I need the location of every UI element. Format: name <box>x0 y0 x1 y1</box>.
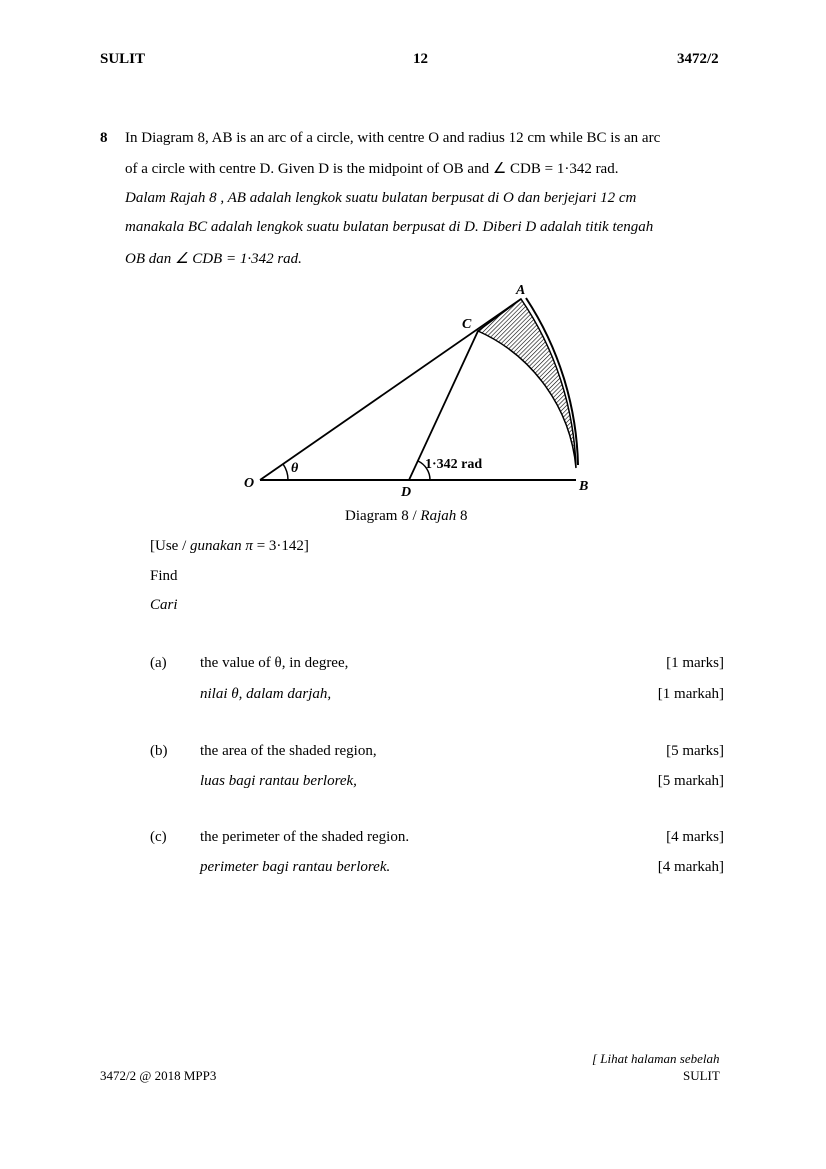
part-label: (c) <box>150 829 167 845</box>
find-ms: Cari <box>150 597 178 613</box>
header-sulit: SULIT <box>100 51 146 67</box>
label-b: B <box>579 479 589 494</box>
label-o: O <box>244 476 255 491</box>
use-suffix: = 3·142] <box>252 538 309 554</box>
footer-code: 3472/2 @ 2018 MPP3 <box>100 1068 217 1083</box>
marks-en: [1 marks] <box>666 655 724 671</box>
part-en: the area of the shaded region, <box>200 743 377 759</box>
marks-en: [4 marks] <box>666 829 724 845</box>
angle-theta-arc <box>283 464 288 480</box>
label-a: A <box>516 283 526 298</box>
use-ms: gunakan π <box>190 538 253 554</box>
label-angle: 1·342 rad <box>425 457 483 472</box>
question-ms-line1: Dalam Rajah 8 , AB adalah lengkok suatu bulatan berpusat di O dan berjejari 12 cm <box>125 190 637 206</box>
marks-en: [5 marks] <box>666 743 724 759</box>
label-c: C <box>462 317 472 332</box>
part-ms: perimeter bagi rantau berlorek. <box>200 859 391 875</box>
label-theta: θ <box>291 461 299 476</box>
use-note <box>150 538 309 555</box>
caption-ms: Rajah <box>420 508 457 524</box>
paper-code: 3472/2 <box>677 51 719 67</box>
footer-sulit: SULIT <box>683 1068 720 1083</box>
part-en: the perimeter of the shaded region. <box>200 829 410 845</box>
question-en-line2: of a circle with centre D. Given D is the midpoint of OB and ∠ CDB = 1·342 rad. <box>125 161 619 177</box>
next-page-note: [ Lihat halaman sebelah <box>592 1051 720 1066</box>
marks-ms: [1 markah] <box>657 686 724 702</box>
find-en: Find <box>150 568 178 584</box>
question-number: 8 <box>100 130 108 146</box>
shaded-region <box>478 299 576 468</box>
label-d: D <box>401 485 412 500</box>
part-label: (a) <box>150 655 167 671</box>
diagram-8 <box>0 0 826 560</box>
question-en-line1: In Diagram 8, AB is an arc of a circle, with centre O and radius 12 cm while BC is an arc <box>125 130 661 146</box>
use-prefix: [Use / <box>150 538 190 554</box>
part-en: the value of θ, in degree, <box>200 655 349 671</box>
marks-ms: [4 markah] <box>657 859 724 875</box>
diagram-caption <box>345 508 468 525</box>
caption-en: Diagram 8 / <box>345 508 421 524</box>
part-ms: nilai θ, dalam darjah, <box>200 686 332 702</box>
part-ms: luas bagi rantau berlorek, <box>200 773 357 789</box>
part-label: (b) <box>150 743 168 759</box>
question-ms-line3: OB dan ∠ CDB = 1·342 rad. <box>125 251 302 267</box>
page-number: 12 <box>413 51 428 67</box>
question-ms-line2: manakala BC adalah lengkok suatu bulatan berpusat di D. Diberi D adalah titik tengah <box>125 219 654 235</box>
line-oa <box>260 299 521 480</box>
caption-num: 8 <box>456 508 468 524</box>
marks-ms: [5 markah] <box>657 773 724 789</box>
